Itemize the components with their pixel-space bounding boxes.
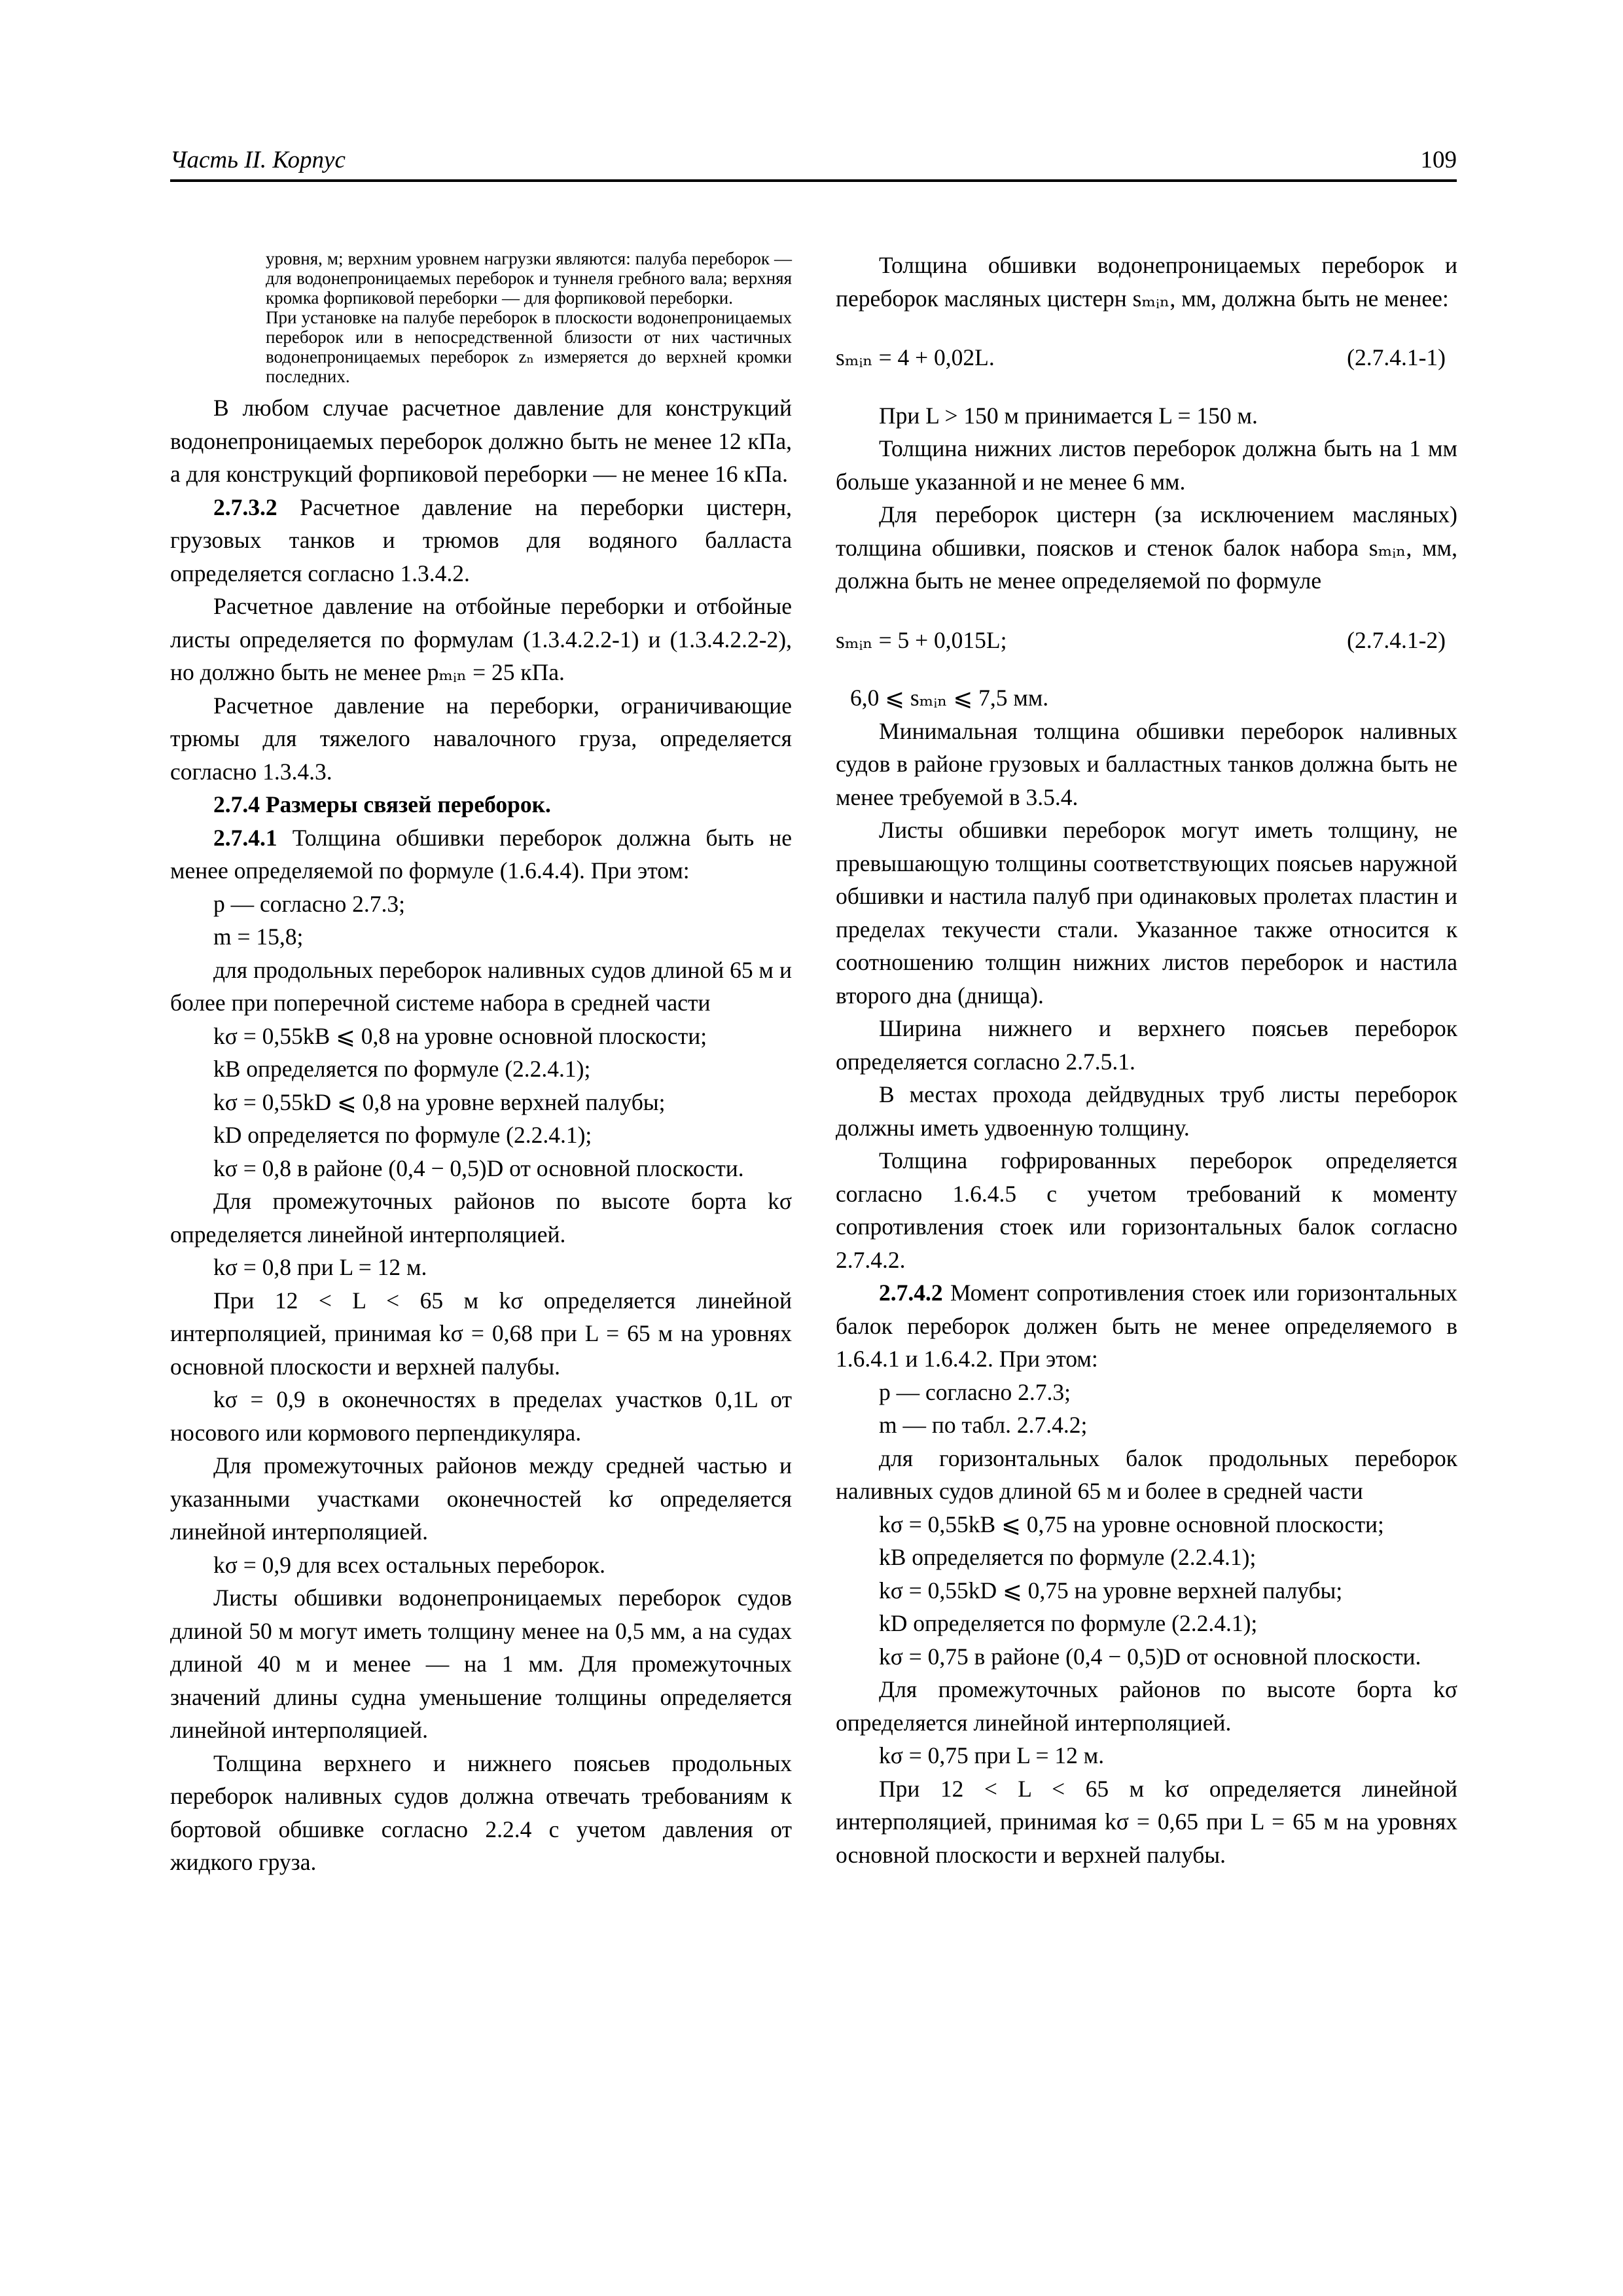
list-line: m — по табл. 2.7.4.2; xyxy=(879,1412,1088,1438)
running-title: Часть II. Корпус xyxy=(170,147,346,173)
paragraph: Для промежуточных районов по высоте борта kσ определяется линейной интерполяцией. xyxy=(170,1188,792,1247)
list-line: 6,0 ⩽ sₘᵢₙ ⩽ 7,5 мм. xyxy=(850,685,1049,711)
note-paragraph: При установке на палубе переборок в плоскости водонепроницаемых переборок или в непосредственной близости от них частичных водонепроницаемых переборок zₙ измеряется до верхней кромки последних. xyxy=(266,308,792,386)
list-line: kσ = 0,55kD ⩽ 0,75 на уровне верхней палубы; xyxy=(879,1577,1343,1604)
paragraph: При 12 < L < 65 м kσ определяется линейной интерполяцией, принимая kσ = 0,68 при L = 65 м на уровнях основной плоскости и верхней палубы. xyxy=(170,1287,792,1380)
footnote-block xyxy=(266,249,792,386)
list-line: kσ = 0,9 для всех остальных переборок. xyxy=(213,1551,606,1578)
list-line: kD определяется по формуле (2.2.4.1); xyxy=(213,1122,592,1148)
paragraph: 2.7.3.2 Расчетное давление на переборки цистерн, грузовых танков и трюмов для водяного балласта определяется согласно 1.3.4.2. xyxy=(170,493,792,586)
paragraph: Толщина верхнего и нижнего поясьев продольных переборок наливных судов должна отвечать требованиям к бортовой обшивке согласно 2.2.4 с учетом давления от жидкого груза. xyxy=(170,1749,792,1875)
formula-expression: sₘᵢₙ = 5 + 0,015L; xyxy=(836,626,1007,653)
formula-number: (2.7.4.1-2) xyxy=(1347,626,1446,653)
paragraph: Расчетное давление на отбойные переборки и отбойные листы определяется по формулам (1.3.4.2.2-1) и (1.3.4.2.2-2), но должно быть не менее pₘᵢₙ = 25 кПа. xyxy=(170,593,792,685)
formula-number: (2.7.4.1-1) xyxy=(1347,344,1446,370)
paragraph: 2.7.4.2 Момент сопротивления стоек или горизонтальных балок переборок должен быть не менее определяемого в 1.6.4.1 и 1.6.4.2. При этом: xyxy=(836,1280,1457,1372)
paragraph: kσ = 0,9 в оконечностях в пределах участков 0,1L от носового или кормового перпендикуляра. xyxy=(170,1386,792,1446)
paragraph: В любом случае расчетное давление для конструкций водонепроницаемых переборок должно быть не менее 12 кПа, а для конструкций форпиковой переборки — не менее 16 кПа. xyxy=(170,395,792,487)
paragraph: Толщина обшивки водонепроницаемых переборок и переборок масляных цистерн sₘᵢₙ, мм, должна быть не менее: xyxy=(836,252,1457,312)
page-header xyxy=(170,139,1457,182)
paragraph: Для переборок цистерн (за исключением масляных) толщина обшивки, поясков и стенок балок набора sₘᵢₙ, мм, должна быть не менее определяемой по формуле xyxy=(836,501,1457,594)
list-line: p — согласно 2.7.3; xyxy=(213,890,405,917)
list-line: m = 15,8; xyxy=(213,924,304,950)
paragraph: Ширина нижнего и верхнего поясьев переборок определяется согласно 2.7.5.1. xyxy=(836,1015,1457,1075)
paragraph: Листы обшивки водонепроницаемых переборок судов длиной 50 м могут иметь толщину менее на 0,5 мм, а на судах длиной 40 м и менее — на 1 мм. Для промежуточных значений длины судна уменьшение толщины определяется линейной интерполяцией. xyxy=(170,1585,792,1743)
section-number: 2.7.3.2 xyxy=(213,493,277,520)
paragraph: При 12 < L < 65 м kσ определяется линейной интерполяцией, принимая kσ = 0,65 при L = 65 м на уровнях основной плоскости и верхней палубы. xyxy=(836,1775,1457,1868)
list-line: kB определяется по формуле (2.2.4.1); xyxy=(879,1544,1257,1570)
list-line: p — согласно 2.7.3; xyxy=(879,1378,1071,1405)
list-line: kB определяется по формуле (2.2.4.1); xyxy=(213,1056,591,1082)
paragraph: Толщина гофрированных переборок определяется согласно 1.6.4.5 с учетом требований к моменту сопротивления стоек или горизонтальных балок согласно 2.7.4.2. xyxy=(836,1147,1457,1273)
paragraph: Толщина нижних листов переборок должна быть на 1 мм больше указанной и не менее 6 мм. xyxy=(836,435,1457,495)
paragraph: kσ = 0,75 в районе (0,4 − 0,5)D от основной плоскости. xyxy=(879,1643,1421,1670)
list-line: kσ = 0,75 при L = 12 м. xyxy=(879,1742,1105,1768)
left-column xyxy=(170,249,792,1879)
list-line: kσ = 0,55kD ⩽ 0,8 на уровне верхней палубы; xyxy=(213,1088,666,1115)
section-number: 2.7.4.2 xyxy=(879,1280,943,1306)
paragraph: При L > 150 м принимается L = 150 м. xyxy=(879,402,1258,429)
formula-line xyxy=(836,624,1457,657)
section-number: 2.7.4.1 xyxy=(213,824,277,851)
list-line: kσ = 0,55kB ⩽ 0,75 на уровне основной плоскости; xyxy=(879,1511,1384,1537)
list-line: kσ = 0,8 при L = 12 м. xyxy=(213,1254,427,1280)
paragraph: Расчетное давление на переборки, ограничивающие трюмы для тяжелого навалочного груза, определяется согласно 1.3.4.3. xyxy=(170,692,792,785)
paragraph: 2.7.4.1 Толщина обшивки переборок должна быть не менее определяемой по формуле (1.6.4.4). При этом: xyxy=(170,824,792,884)
paragraph: Для промежуточных районов между средней частью и указанными участками оконечностей kσ определяется линейной интерполяцией. xyxy=(170,1452,792,1545)
section-heading: 2.7.4 Размеры связей переборок. xyxy=(213,791,551,817)
page-number: 109 xyxy=(1420,147,1457,173)
paragraph: для продольных переборок наливных судов длиной 65 м и более при поперечной системе набора в средней части xyxy=(170,956,792,1016)
formula-line xyxy=(836,341,1457,374)
right-column xyxy=(836,249,1457,1871)
note-paragraph: уровня, м; верхним уровнем нагрузки являются: палуба переборок — для водонепроницаемых переборок и туннеля гребного вала; верхняя кромка форпиковой переборки — для форпиковой переборки. xyxy=(266,249,792,308)
paragraph: kσ = 0,8 в районе (0,4 − 0,5)D от основной плоскости. xyxy=(213,1155,744,1181)
paragraph: В местах прохода дейдвудных труб листы переборок должны иметь удвоенную толщину. xyxy=(836,1081,1457,1141)
paragraph: для горизонтальных балок продольных переборок наливных судов длиной 65 м и более в средней части xyxy=(836,1444,1457,1504)
list-line: kD определяется по формуле (2.2.4.1); xyxy=(879,1610,1258,1636)
formula-expression: sₘᵢₙ = 4 + 0,02L. xyxy=(836,344,995,370)
list-line: kσ = 0,55kB ⩽ 0,8 на уровне основной плоскости; xyxy=(213,1022,707,1049)
paragraph: Листы обшивки переборок могут иметь толщину, не превышающую толщины соответствующих поясьев наружной обшивки и настила палуб при одинаковых пролетах пластин и пределах текучести стали. Указанное также относится к соотношению толщин нижних листов переборок и настила второго дна (днища). xyxy=(836,817,1457,1009)
paragraph: Для промежуточных районов по высоте борта kσ определяется линейной интерполяцией. xyxy=(836,1676,1457,1736)
paragraph: Минимальная толщина обшивки переборок наливных судов в районе грузовых и балластных танков должна быть не менее требуемой в 3.5.4. xyxy=(836,717,1457,810)
